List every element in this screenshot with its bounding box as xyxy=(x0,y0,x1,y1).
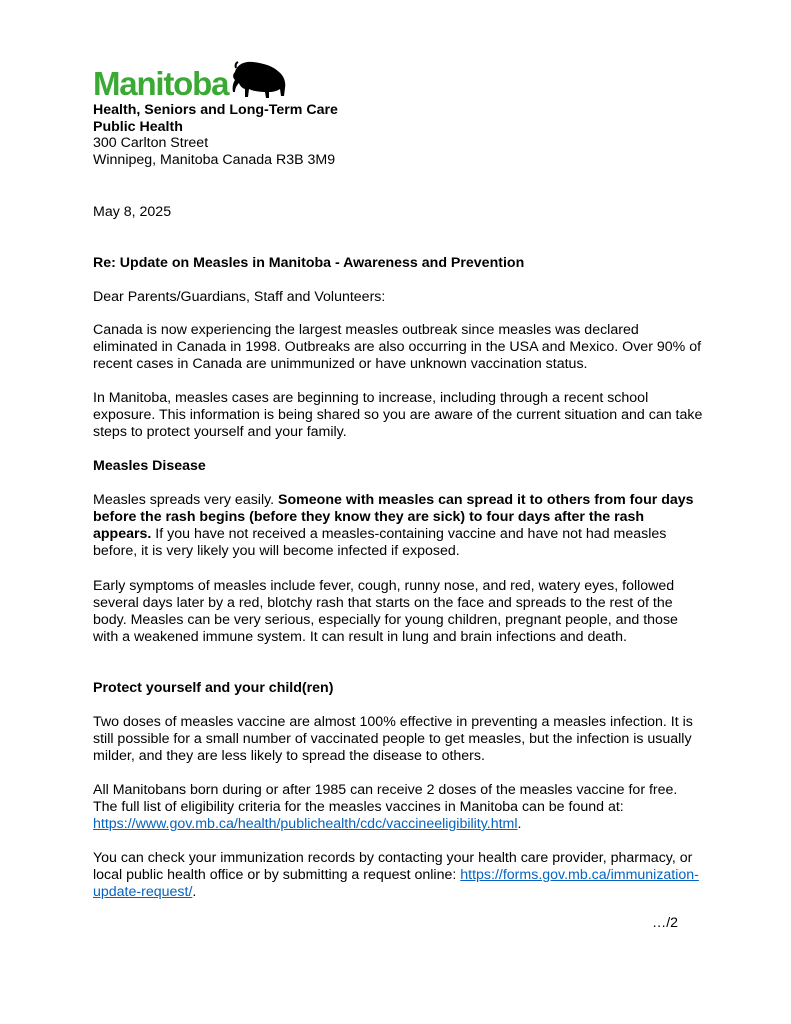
records-paragraph xyxy=(93,850,705,901)
eligibility-link[interactable]: https://www.gov.mb.ca/health/publichealth/cdc/vaccineeligibility.html xyxy=(93,816,518,832)
symptoms-paragraph: Early symptoms of measles include fever, cough, runny nose, and red, watery eyes, followed several days later by a red, blotchy rash that starts on the face and spreads to the rest of the body. Measles can be very serious, especially for young children, pregnant people, and those with a weakened immune system. It can result in lung and brain infections and death. xyxy=(93,578,678,645)
vaccine-paragraph: Two doses of measles vaccine are almost 100% effective in preventing a measles infection. It is still possible for a small number of vaccinated people to get measles, but the infection is usually milder, and they are less likely to spread the disease to others. xyxy=(93,714,693,764)
spread-bold-text: Someone with measles can spread it to others from four days before the rash begins (before they know they are sick) to four days after the rash appears. xyxy=(93,492,694,542)
subject-line: Re: Update on Measles in Manitoba - Awareness and Prevention xyxy=(93,255,525,271)
letter-date: May 8, 2025 xyxy=(93,204,172,220)
branch-name: Public Health xyxy=(93,118,183,135)
manitoba-wordmark: Manitoba xyxy=(93,65,229,102)
salutation: Dear Parents/Guardians, Staff and Volunteers: xyxy=(93,289,386,305)
spread-text-b: If you have not received a measles-containing vaccine and have not had measles before, it is very likely you will become infected if exposed. xyxy=(93,526,667,559)
eligibility-period: . xyxy=(517,816,522,832)
records-link[interactable]: https://forms.gov.mb.ca/immunization-update-request/ xyxy=(93,867,699,900)
page-continuation-marker: …/2 xyxy=(652,915,679,931)
department-name: Health, Seniors and Long-Term Care xyxy=(93,102,338,118)
street-address: 300 Carlton Street xyxy=(93,135,209,152)
records-period: . xyxy=(192,884,197,900)
bison-icon xyxy=(229,58,289,102)
sender-block xyxy=(93,102,338,169)
eligibility-text: All Manitobans born during or after 1985 can receive 2 doses of the measles vaccine for free. The full list of eligibility criteria for the measles vaccines in Manitoba can be found at: xyxy=(93,782,678,815)
spread-text-a: Measles spreads very easily. xyxy=(93,492,279,508)
protect-heading: Protect yourself and your child(ren) xyxy=(93,680,334,696)
eligibility-paragraph xyxy=(93,782,705,833)
manitoba-paragraph: In Manitoba, measles cases are beginning to increase, including through a recent school exposure. This information is being shared so you are aware of the current situation and can take steps to protect yourself and your family. xyxy=(93,390,703,440)
spread-paragraph xyxy=(93,492,705,560)
measles-disease-heading: Measles Disease xyxy=(93,458,206,474)
city-address: Winnipeg, Manitoba Canada R3B 3M9 xyxy=(93,152,336,169)
records-text: You can check your immunization records by contacting your health care provider, pharmacy, or local public health office or by submitting a request online: xyxy=(93,850,693,883)
intro-paragraph: Canada is now experiencing the largest measles outbreak since measles was declared eliminated in Canada in 1998. Outbreaks are also occurring in the USA and Mexico. Over 90% of recent cases in Canada are unimmunized or have unknown vaccination status. xyxy=(93,322,702,372)
